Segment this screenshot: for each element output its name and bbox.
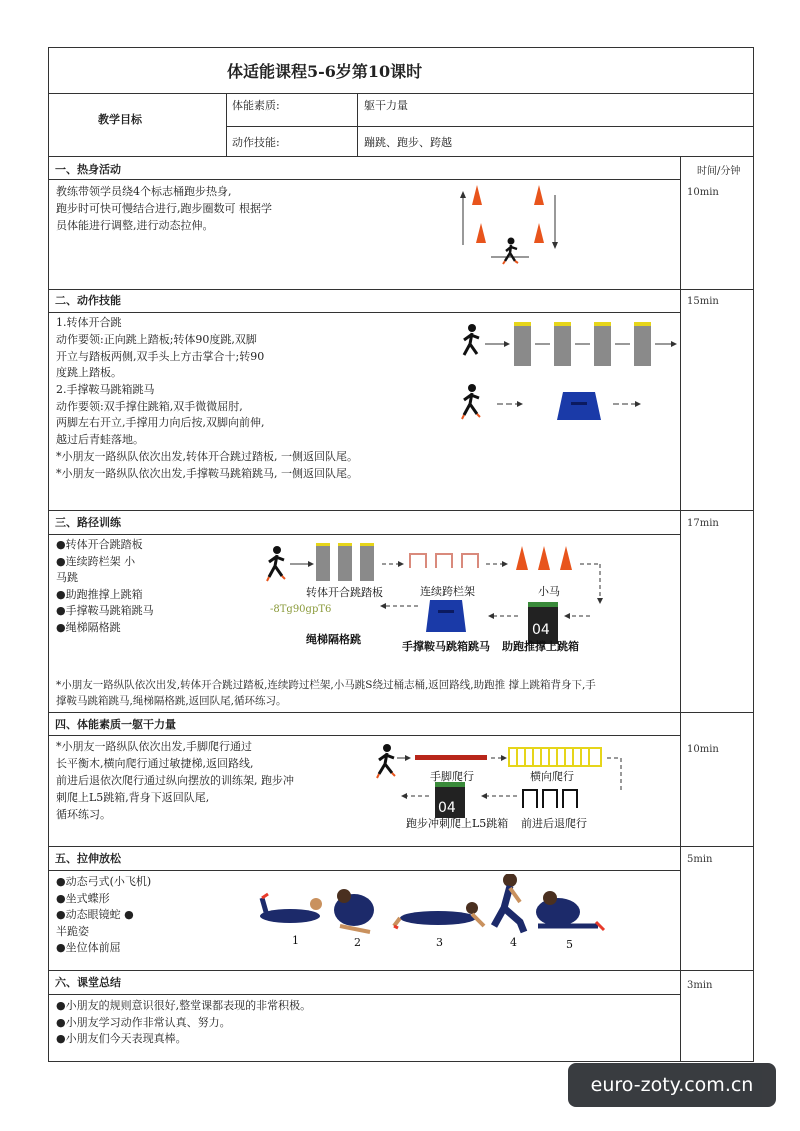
cone-icon	[560, 546, 572, 570]
stretch-pose-icon	[394, 902, 484, 928]
stepper-board-icon	[554, 322, 571, 366]
section-4-title: 四、体能素质一躯干力量	[55, 718, 176, 731]
caption-jump-board: 转体开合跳踏板	[306, 586, 383, 599]
objective-value-2: 蹦跳、跑步、跨越	[364, 136, 452, 149]
section-2-time: 15min	[687, 296, 719, 307]
svg-text:1: 1	[292, 934, 299, 947]
stretch-pose-icon	[260, 894, 322, 923]
objective-key-1: 体能素质:	[232, 99, 280, 112]
section-5-title: 五、拉伸放松	[55, 852, 121, 865]
caption-back-forth-crawl: 前进后退爬行	[521, 817, 587, 830]
crawl-frame-icon	[523, 790, 577, 808]
caption-hand-foot-crawl: 手脚爬行	[430, 770, 474, 783]
time-column-header: 时间/分钟	[697, 166, 741, 177]
stretch-pose-icon	[536, 891, 604, 930]
stretch-pose-icon	[494, 874, 524, 932]
warmup-cone-diagram	[455, 183, 575, 268]
cone-icon	[534, 223, 544, 243]
svg-text:04: 04	[532, 622, 550, 638]
caption-ladder: 绳梯隔格跳	[306, 633, 361, 646]
objective-key-2: 动作技能:	[232, 136, 280, 149]
caption-vault: 手撑鞍马跳箱跳马	[402, 640, 490, 653]
stray-text: -8Tg90gpT6	[270, 604, 332, 615]
cone-icon	[516, 546, 528, 570]
agility-ladder-icon	[509, 748, 601, 766]
section-3-title: 三、路径训练	[55, 516, 121, 529]
svg-text:4: 4	[510, 936, 517, 949]
section-1-time: 10min	[687, 187, 719, 198]
svg-text:04: 04	[438, 800, 456, 816]
caption-pony: 小马	[538, 585, 560, 598]
stepper-board-icon	[594, 322, 611, 366]
stepper-board-icon	[634, 322, 651, 366]
hurdle-icon	[410, 554, 478, 568]
watermark: euro-zoty.com.cn	[568, 1063, 776, 1107]
caption-push-box: 助跑推撑上跳箱	[502, 640, 579, 653]
cone-icon	[472, 185, 482, 205]
caption-sprint-box: 跑步冲刺爬上L5跳箱	[406, 817, 509, 830]
stretch-pose-icon	[334, 889, 374, 932]
skills-diagram	[455, 318, 680, 433]
stepper-board-icon	[514, 322, 531, 366]
vaulting-box-icon	[435, 782, 465, 818]
svg-text:5: 5	[566, 938, 573, 951]
section-5-time: 5min	[687, 854, 713, 865]
caption-side-crawl: 横向爬行	[530, 770, 574, 783]
cone-icon	[476, 223, 486, 243]
vaulting-box-icon	[426, 600, 466, 632]
stretch-poses-image	[258, 874, 608, 954]
section-3-time: 17min	[687, 518, 719, 529]
svg-text:2: 2	[354, 936, 361, 949]
balance-beam-icon	[415, 755, 487, 760]
objectives-label: 教学目标	[98, 113, 142, 126]
section-2-title: 二、动作技能	[55, 294, 121, 307]
section-1-title: 一、热身活动	[55, 163, 121, 176]
section-6-title: 六、课堂总结	[55, 976, 121, 989]
caption-hurdles: 连续跨栏架	[420, 585, 475, 598]
trunk-strength-diagram	[375, 740, 635, 820]
vaulting-box-icon	[557, 392, 601, 420]
page-title: 体适能课程5-6岁第10课时	[227, 62, 423, 81]
cone-icon	[538, 546, 550, 570]
cone-icon	[534, 185, 544, 205]
svg-text:3: 3	[436, 936, 443, 949]
section-6-time: 3min	[687, 980, 713, 991]
section-4-time: 10min	[687, 744, 719, 755]
objective-value-1: 躯干力量	[364, 99, 408, 112]
